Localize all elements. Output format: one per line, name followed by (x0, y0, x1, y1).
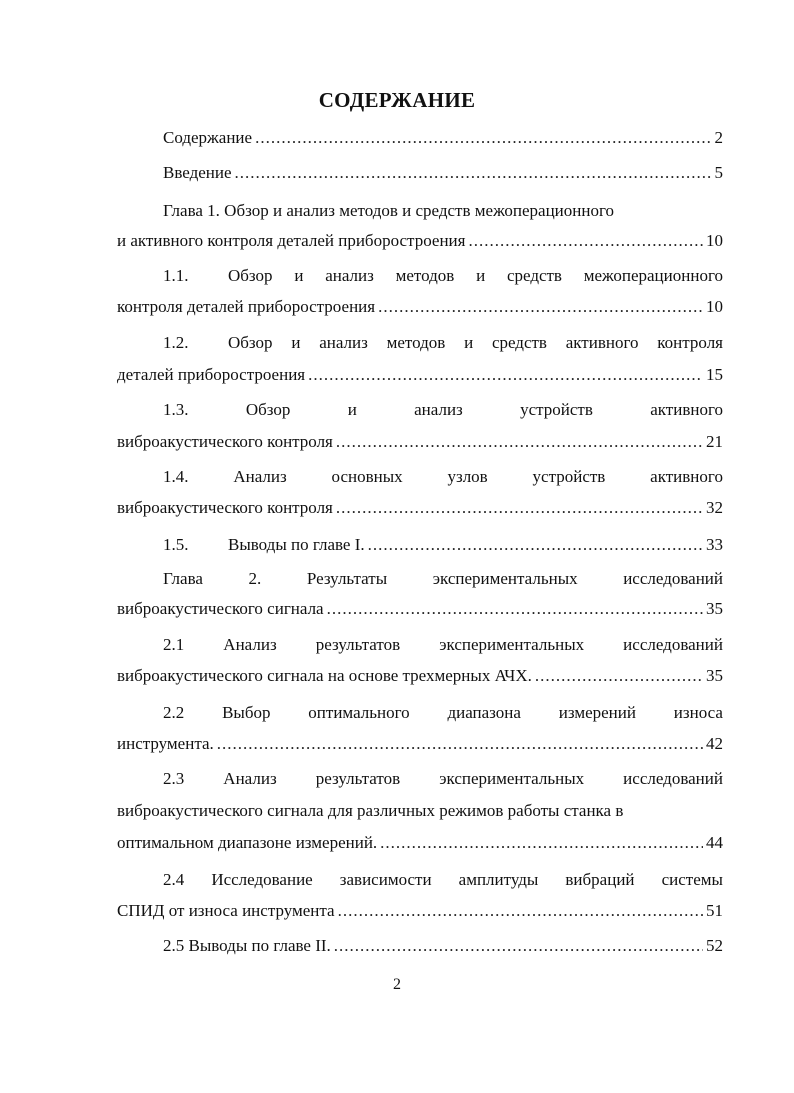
toc-entry-2-1 (163, 634, 723, 656)
toc-page-number: 10 (706, 297, 723, 316)
toc-page-number: 51 (706, 901, 723, 920)
toc-word: вибраций (565, 870, 635, 889)
toc-entry-2-3-cont (117, 800, 723, 822)
toc-word: Анализ (223, 769, 277, 788)
toc-entry-text: виброакустического сигнала для различных режимов работы станка в (117, 801, 624, 820)
toc-word: Анализ (233, 467, 287, 486)
toc-entry-text: виброакустического сигнала (117, 599, 324, 618)
toc-word: Выбор (222, 703, 271, 722)
page-title: СОДЕРЖАНИЕ (318, 88, 476, 112)
toc-page-number: 52 (706, 936, 723, 955)
toc-entry-text: 2.5 Выводы по главе II. (163, 936, 331, 955)
toc-entry-1-4-cont (117, 497, 723, 519)
toc-word: 2.3 (163, 769, 185, 788)
dot-leader (217, 733, 703, 755)
toc-page-number: 10 (706, 231, 723, 250)
dot-leader (235, 162, 712, 184)
toc-word: исследований (623, 569, 723, 588)
dot-leader (336, 497, 703, 519)
toc-entry-2-5 (163, 935, 723, 957)
toc-word: измерений (558, 703, 636, 722)
toc-entry-number: 1.1. (163, 266, 189, 285)
toc-entry-text: Содержание (163, 128, 253, 147)
toc-word: активного (650, 400, 723, 419)
dot-leader (327, 598, 703, 620)
toc-entry-1-3 (163, 399, 723, 421)
toc-entry-2-2-cont (117, 733, 723, 755)
toc-word: устройств (520, 400, 593, 419)
toc-word: результатов (315, 635, 401, 654)
dot-leader (336, 431, 703, 453)
dot-leader (380, 832, 703, 854)
toc-page-number: 21 (706, 432, 723, 451)
toc-word: Результаты (306, 569, 388, 588)
toc-word: 2. (248, 569, 262, 588)
toc-word: результатов (315, 769, 401, 788)
toc-word: 1.3. (163, 400, 189, 419)
toc-word: и (347, 400, 357, 419)
toc-word: исследований (623, 635, 723, 654)
toc-entry-1-3-cont (117, 431, 723, 453)
dot-leader (334, 935, 703, 957)
toc-entry-text: инструмента. (117, 734, 214, 753)
toc-word: системы (661, 870, 723, 889)
toc-entry-text: оптимальном диапазоне измерений. (117, 833, 378, 852)
toc-page-number: 2 (714, 128, 723, 147)
toc-entry-1-1-cont (117, 296, 723, 318)
toc-entry-2-4 (163, 869, 723, 891)
toc-entry-chapter-2 (163, 568, 723, 590)
toc-page-number: 35 (706, 599, 723, 618)
dot-leader (535, 665, 703, 687)
toc-entry-text: виброакустического контроля (117, 432, 333, 451)
toc-page-number: 5 (714, 163, 723, 182)
dot-leader (338, 900, 703, 922)
toc-entry-1-1 (163, 265, 723, 287)
toc-entry-2-4-cont (117, 900, 723, 922)
toc-entry-number: 1.5. (163, 535, 189, 554)
toc-entry-text: деталей приборостроения (117, 365, 306, 384)
toc-word: экспериментальных (439, 635, 585, 654)
toc-word: активного (650, 467, 723, 486)
toc-page-number: 32 (706, 498, 723, 517)
toc-word: Анализ (223, 635, 277, 654)
toc-entry-text: Обзор и анализ методов и средств активного контроля (228, 333, 723, 352)
toc-word: узлов (447, 467, 488, 486)
toc-entry-2-1-cont (117, 665, 723, 687)
dot-leader (468, 230, 703, 252)
toc-entry-1-2 (163, 332, 723, 354)
toc-entry-1-4 (163, 466, 723, 488)
toc-word: анализ (414, 400, 463, 419)
toc-entry-chapter-1 (163, 200, 723, 222)
toc-entry-1-2-cont (117, 364, 723, 386)
toc-word: Исследование (211, 870, 313, 889)
toc-word: экспериментальных (439, 769, 585, 788)
dot-leader (308, 364, 703, 386)
toc-word: диапазона (447, 703, 521, 722)
toc-entry-text: Обзор и анализ методов и средств межоперационного (228, 266, 723, 285)
toc-word: 2.2 (163, 703, 185, 722)
toc-entry-text: СПИД от износа инструмента (117, 901, 335, 920)
toc-entry-introduction (163, 162, 723, 184)
toc-entry-text: виброакустического сигнала на основе трехмерных АЧХ. (117, 666, 532, 685)
toc-word: Глава (163, 569, 203, 588)
toc-entry-text: и активного контроля деталей приборостроения (117, 231, 466, 250)
toc-entry-text: виброакустического контроля (117, 498, 333, 517)
toc-word: исследований (623, 769, 723, 788)
toc-entry-chapter-1-cont (117, 230, 723, 252)
toc-page-number: 44 (706, 833, 723, 852)
toc-entry-2-3-cont2 (117, 832, 723, 854)
toc-entry-2-3 (163, 768, 723, 790)
toc-entry-text: Глава 1. Обзор и анализ методов и средств межоперационного (163, 201, 615, 220)
toc-entry-2-2 (163, 702, 723, 724)
toc-entry-1-5 (163, 534, 723, 556)
toc-word: 2.4 (163, 870, 185, 889)
dot-leader (368, 534, 703, 556)
toc-word: Обзор (245, 400, 291, 419)
toc-page-number: 15 (706, 365, 723, 384)
toc-word: устройств (532, 467, 606, 486)
dot-leader (378, 296, 703, 318)
toc-entry-text: Выводы по главе I. (228, 535, 365, 554)
toc-word: зависимости (339, 870, 432, 889)
toc-word: 1.4. (163, 467, 189, 486)
toc-entry-text: контроля деталей приборостроения (117, 297, 376, 316)
toc-page-number: 33 (706, 535, 723, 554)
toc-entry-number: 1.2. (163, 333, 189, 352)
toc-word: амплитуды (458, 870, 539, 889)
toc-entry-chapter-2-cont (117, 598, 723, 620)
toc-page-number: 42 (706, 734, 723, 753)
toc-word: оптимального (308, 703, 410, 722)
toc-page-number: 35 (706, 666, 723, 685)
toc-word: 2.1 (163, 635, 185, 654)
toc-word: основных (331, 467, 403, 486)
toc-entry-contents (163, 127, 723, 149)
page-number: 2 (393, 976, 401, 993)
toc-word: износа (673, 703, 723, 722)
toc-word: экспериментальных (432, 569, 578, 588)
toc-entry-text: Введение (163, 163, 232, 182)
dot-leader (255, 127, 711, 149)
